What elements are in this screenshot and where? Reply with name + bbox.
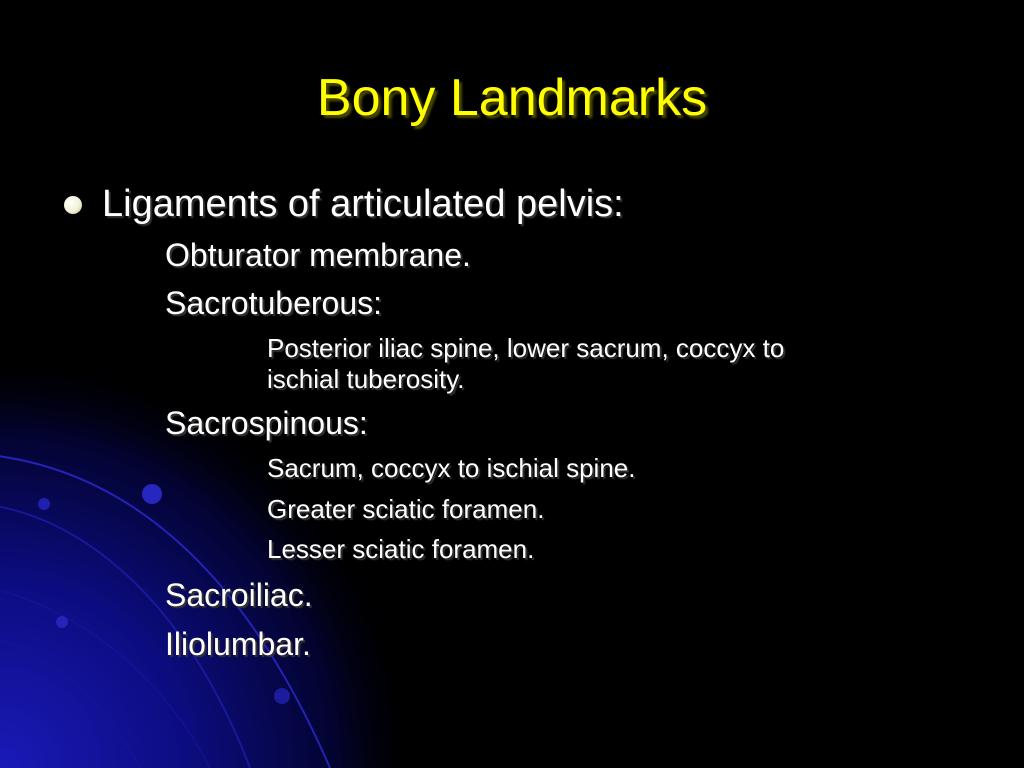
item-iliolumbar: Iliolumbar. — [165, 626, 311, 662]
slide-title: Bony Landmarks — [316, 69, 708, 127]
subitem-lesser-sciatic-foramen: Lesser sciatic foramen. — [267, 534, 535, 564]
item-sacrospinous: Sacrospinous: — [165, 405, 368, 441]
decor-dot — [38, 498, 50, 510]
subitem-sacrospinous-desc: Sacrum, coccyx to ischial spine. — [267, 453, 636, 483]
item-sacrotuberous: Sacrotuberous: — [165, 285, 383, 321]
bullet-icon — [64, 196, 82, 214]
heading-ligaments: Ligaments of articulated pelvis: — [102, 183, 624, 225]
item-obturator-membrane: Obturator membrane. — [165, 237, 471, 273]
subitem-sacrotuberous-desc-line2: ischial tuberosity. — [267, 364, 465, 394]
subitem-sacrotuberous-desc-line1: Posterior iliac spine, lower sacrum, coccyx to — [267, 333, 785, 363]
item-sacroiliac: Sacroiliac. — [165, 577, 313, 613]
decor-dot — [142, 484, 162, 504]
decor-dot — [56, 616, 68, 628]
decor-dot — [274, 688, 290, 704]
subitem-greater-sciatic-foramen: Greater sciatic foramen. — [267, 494, 545, 524]
